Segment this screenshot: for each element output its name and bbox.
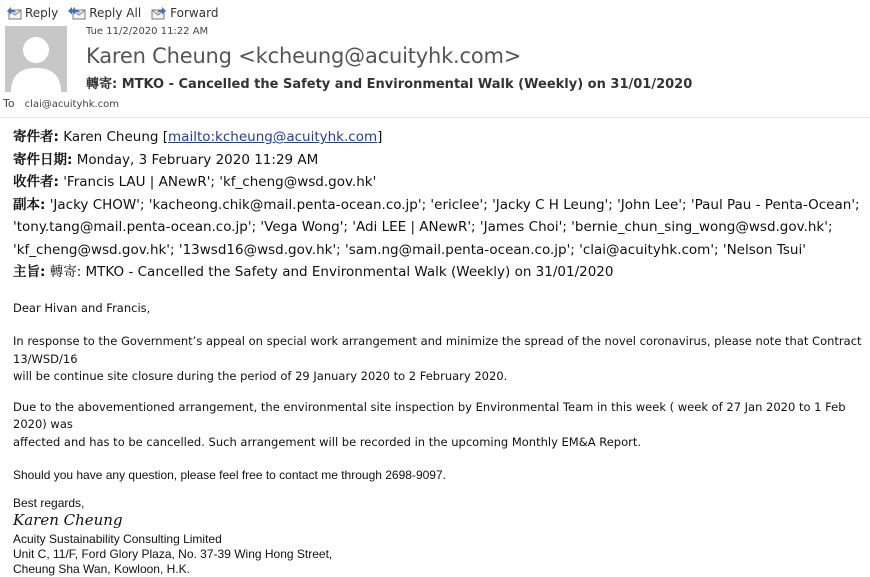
forward-subject-label: 主旨: [13, 264, 46, 280]
forward-to-line [13, 171, 863, 194]
to-recipient[interactable]: clai@acuityhk.com [24, 99, 120, 110]
sender-avatar [5, 26, 67, 92]
from-name: Karen Cheung [ [58, 129, 169, 145]
paragraph-1-line-1: In response to the Government’s appeal on special work arrangement and minimize the spread of the novel coronavirus, please note that Contract 13/WSD/16 [13, 334, 862, 366]
forward-cc-line-2: 'tony.tang@mail.penta-ocean.co.jp'; 'Vega Wong'; 'Adi LEE | ANewR'; 'James Choi'; 'bernie_chun_sing_wong@wsd.gov.hk'; [13, 219, 833, 235]
forward-from-line [13, 126, 863, 149]
message-subject: 轉寄: MTKO - Cancelled the Safety and Environmental Walk (Weekly) on 31/01/2020 [86, 77, 693, 92]
forward-label: Forward [170, 6, 219, 20]
forward-cc-line-1 [13, 194, 863, 217]
recipient-row [3, 97, 119, 110]
header-divider [0, 117, 870, 118]
greeting: Dear Hivan and Francis, [13, 300, 151, 315]
forward-to-value: 'Francis LAU | ANewR'; 'kf_cheng@wsd.gov.hk' [58, 174, 377, 190]
reply-icon [6, 6, 22, 20]
message-date: Tue 11/2/2020 11:22 AM [86, 26, 209, 37]
sent-value: Monday, 3 February 2020 11:29 AM [72, 151, 319, 168]
forward-subject-value: 轉寄: MTKO - Cancelled the Safety and Environmental Walk (Weekly) on 31/01/2020 [45, 264, 614, 280]
forward-sent-line [13, 149, 863, 172]
message-toolbar [6, 4, 228, 22]
signature: Karen Cheung [13, 511, 123, 529]
reply-label: Reply [25, 6, 59, 20]
forward-to-label: 收件者: [13, 174, 59, 190]
from-mailto-link[interactable]: mailto:kcheung@acuityhk.com [168, 129, 378, 145]
cc-value-1: 'Jacky CHOW'; 'kacheong.chik@mail.penta-ocean.co.jp'; 'ericlee'; 'Jacky C H Leung'; 'John Lee'; 'Paul Pau - Penta-Ocean'; [45, 196, 860, 213]
forward-button[interactable] [151, 6, 218, 20]
cc-label: 副本: [13, 196, 46, 213]
sender-name[interactable]: Karen Cheung <kcheung@acuityhk.com> [86, 44, 522, 68]
forward-cc-line-3: 'kf_cheng@wsd.gov.hk'; '13wsd16@wsd.gov.hk'; 'sam.ng@mail.penta-ocean.co.jp'; 'clai@acuityhk.com'; 'Nelson Tsui' [13, 241, 806, 258]
regards: Best regards, [13, 496, 85, 510]
paragraph-2-line-2: affected and has to be cancelled. Such arrangement will be recorded in the upcoming Monthly EM&A Report. [13, 434, 641, 449]
company-name: Acuity Sustainability Consulting Limited [13, 532, 222, 546]
message-body [13, 126, 863, 577]
from-label: 寄件者: [13, 129, 59, 145]
reply-all-button[interactable] [68, 6, 141, 20]
paragraph-1-line-2: will be continue site closure during the period of 29 January 2020 to 2 February 2020. [13, 369, 508, 383]
to-label: To [3, 97, 15, 110]
paragraph-2 [13, 399, 863, 452]
sent-label: 寄件日期: [13, 151, 73, 168]
person-silhouette-icon [5, 26, 67, 92]
reply-all-label: Reply All [89, 6, 142, 20]
reply-all-icon [68, 6, 86, 20]
paragraph-3: Should you have any question, please feel free to contact me through 2698-9097. [13, 468, 446, 482]
paragraph-2-line-1: Due to the abovementioned arrangement, the environmental site inspection by Environmental Team in this week ( week of 27 Jan 2020 to 1 Feb 2020) was [13, 399, 846, 431]
from-close: ] [377, 129, 383, 145]
paragraph-1 [13, 333, 863, 386]
reply-button[interactable] [6, 6, 58, 20]
forward-icon [151, 6, 167, 20]
forward-subject-line [13, 261, 863, 284]
address-line-1: Unit C, 11/F, Ford Glory Plaza, No. 37-39 Wing Hong Street, [13, 547, 333, 561]
address-line-2: Cheung Sha Wan, Kowloon, H.K. [13, 562, 190, 576]
